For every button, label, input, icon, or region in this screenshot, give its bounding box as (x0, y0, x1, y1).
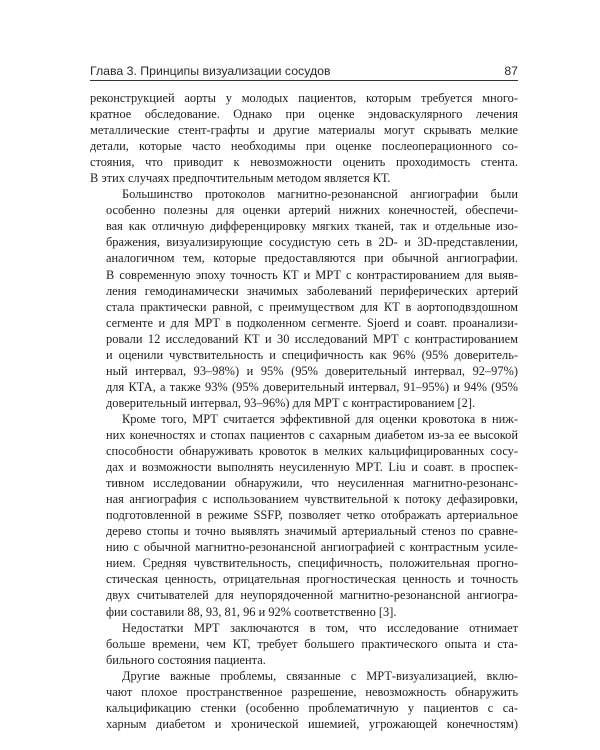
text-line: Большинство протоколов магнитно-резонансной ангиографии были (122, 187, 518, 202)
text-line: реконструкцией аорты у молодых пациентов, которым требуется много- (90, 91, 518, 105)
paragraph-3 (90, 411, 518, 620)
text-line: Другие важные проблемы, связанные с МРТ-визуализацией, вклю- (122, 668, 518, 683)
text-line: бражения, визуализирующие сосудистую сеть в 2D- и 3D-представлении, (106, 235, 518, 250)
text-line: В современную эпоху точность КТ и МРТ с контрастированием для выяв- (106, 267, 518, 282)
paragraph-4 (90, 620, 518, 668)
text-line: ный интервал, 93–98%) и 95% (95% доверительный интервал, 92–97%) (106, 363, 518, 378)
text-line: особенно полезны для оценки артерий нижних конечностей, обеспечи- (106, 203, 518, 218)
text-line: дерево стопы и точно выявлять значимый артериальный стеноз по сравне- (106, 524, 518, 539)
text-line: двух считывателей для неупорядоченной магнитно-резонансной ангиогра- (106, 588, 518, 603)
text-line: них конечностях и стопах пациентов с сахарным диабетом из-за ее высокой (106, 427, 518, 442)
text-line: больше времени, чем КТ, требует большего практического опыта и ста- (106, 636, 518, 651)
text-line: дах и возможности выполнять неусиленную МРТ. Liu и соавт. в проспек- (106, 460, 518, 475)
text-line: Недостатки МРТ заключаются в том, что исследование отнимает (122, 620, 518, 635)
chapter-title: Глава 3. Принципы визуализации сосудов (90, 64, 331, 78)
text-line: вая как отличную дифференцировку мягких тканей, так и отдельные изо- (106, 219, 518, 234)
paragraph-5 (90, 668, 518, 732)
text-line: способности обнаруживать кровоток в мелких кальцифицированных сосу- (106, 444, 518, 459)
text-line: чают плохое пространственное разрешение, невозможность обнаружить (106, 684, 518, 699)
text-line: и оценили чувствительность и специфичность как 96% (95% доверитель- (106, 347, 518, 362)
text-line: кальцификацию стенки (особенно проблематичную у пациентов с са- (106, 700, 518, 715)
text-line: ления гемодинамически значимых заболеваний периферических артерий (106, 283, 518, 298)
body-text (90, 90, 518, 732)
text-line: фии составили 88, 93, 81, 96 и 92% соответственно [3]. (106, 604, 397, 619)
text-line: стояния, что приводит к невозможности оценить проходимость стента. (90, 155, 518, 170)
paragraph-2 (90, 186, 518, 411)
text-line: подготовленной в режиме SSFP, позволяет четко отображать артериальное (106, 508, 518, 523)
text-line: нию с обычной магнитно-резонансной ангиографией с контрастным усиле- (106, 540, 518, 555)
text-line: кратное обследование. Однако при оценке эндоваскулярного лечения (90, 107, 518, 122)
text-line: бильного состояния пациента. (106, 652, 266, 667)
text-line: харным диабетом и хронической ишемией, угрожающей конечностям) (106, 716, 518, 731)
text-line: аналогичном тем, которые предоставляются при обычной ангиографии. (106, 251, 518, 266)
text-line: Кроме того, МРТ считается эффективной для оценки кровотока в ниж- (122, 411, 518, 426)
paragraph-1 (90, 90, 518, 186)
text-line: детали, которые часто необходимы при оценке послеоперационного со- (90, 139, 518, 154)
text-line: нием. Средняя чувствительность, специфичность, положительная прогно- (106, 556, 518, 571)
text-line: для КТА, а также 93% (95% доверительный интервал, 91–95%) и 94% (95% (106, 379, 518, 394)
text-line: сегменте и для МРТ в подколенном сегменте. Sjoerd и соавт. проанализи- (106, 315, 518, 330)
text-line: доверительный интервал, 93–96%) для МРТ с контрастированием [2]. (106, 395, 476, 410)
text-line: стала практически равной, с преимуществом для КТ в аортоподвздошном (106, 299, 518, 314)
header-divider (90, 80, 518, 81)
page-number: 87 (504, 64, 518, 78)
text-line: ная ангиография с использованием чувствительной к потоку дефазировки, (106, 492, 518, 507)
text-line: тивном исследовании обнаружили, что неусиленная магнитно-резонанс- (106, 476, 518, 491)
text-line: стическая ценность, отрицательная прогностическая ценность и точность (106, 572, 518, 587)
running-header (90, 56, 518, 78)
text-line: ровали 12 исследований КТ и 30 исследований МРТ с контрастированием (106, 331, 518, 346)
text-line: металлические стент-графты и другие материалы могут скрывать мелкие (90, 123, 518, 138)
text-line: В этих случаях предпочтительным методом является КТ. (90, 171, 391, 186)
